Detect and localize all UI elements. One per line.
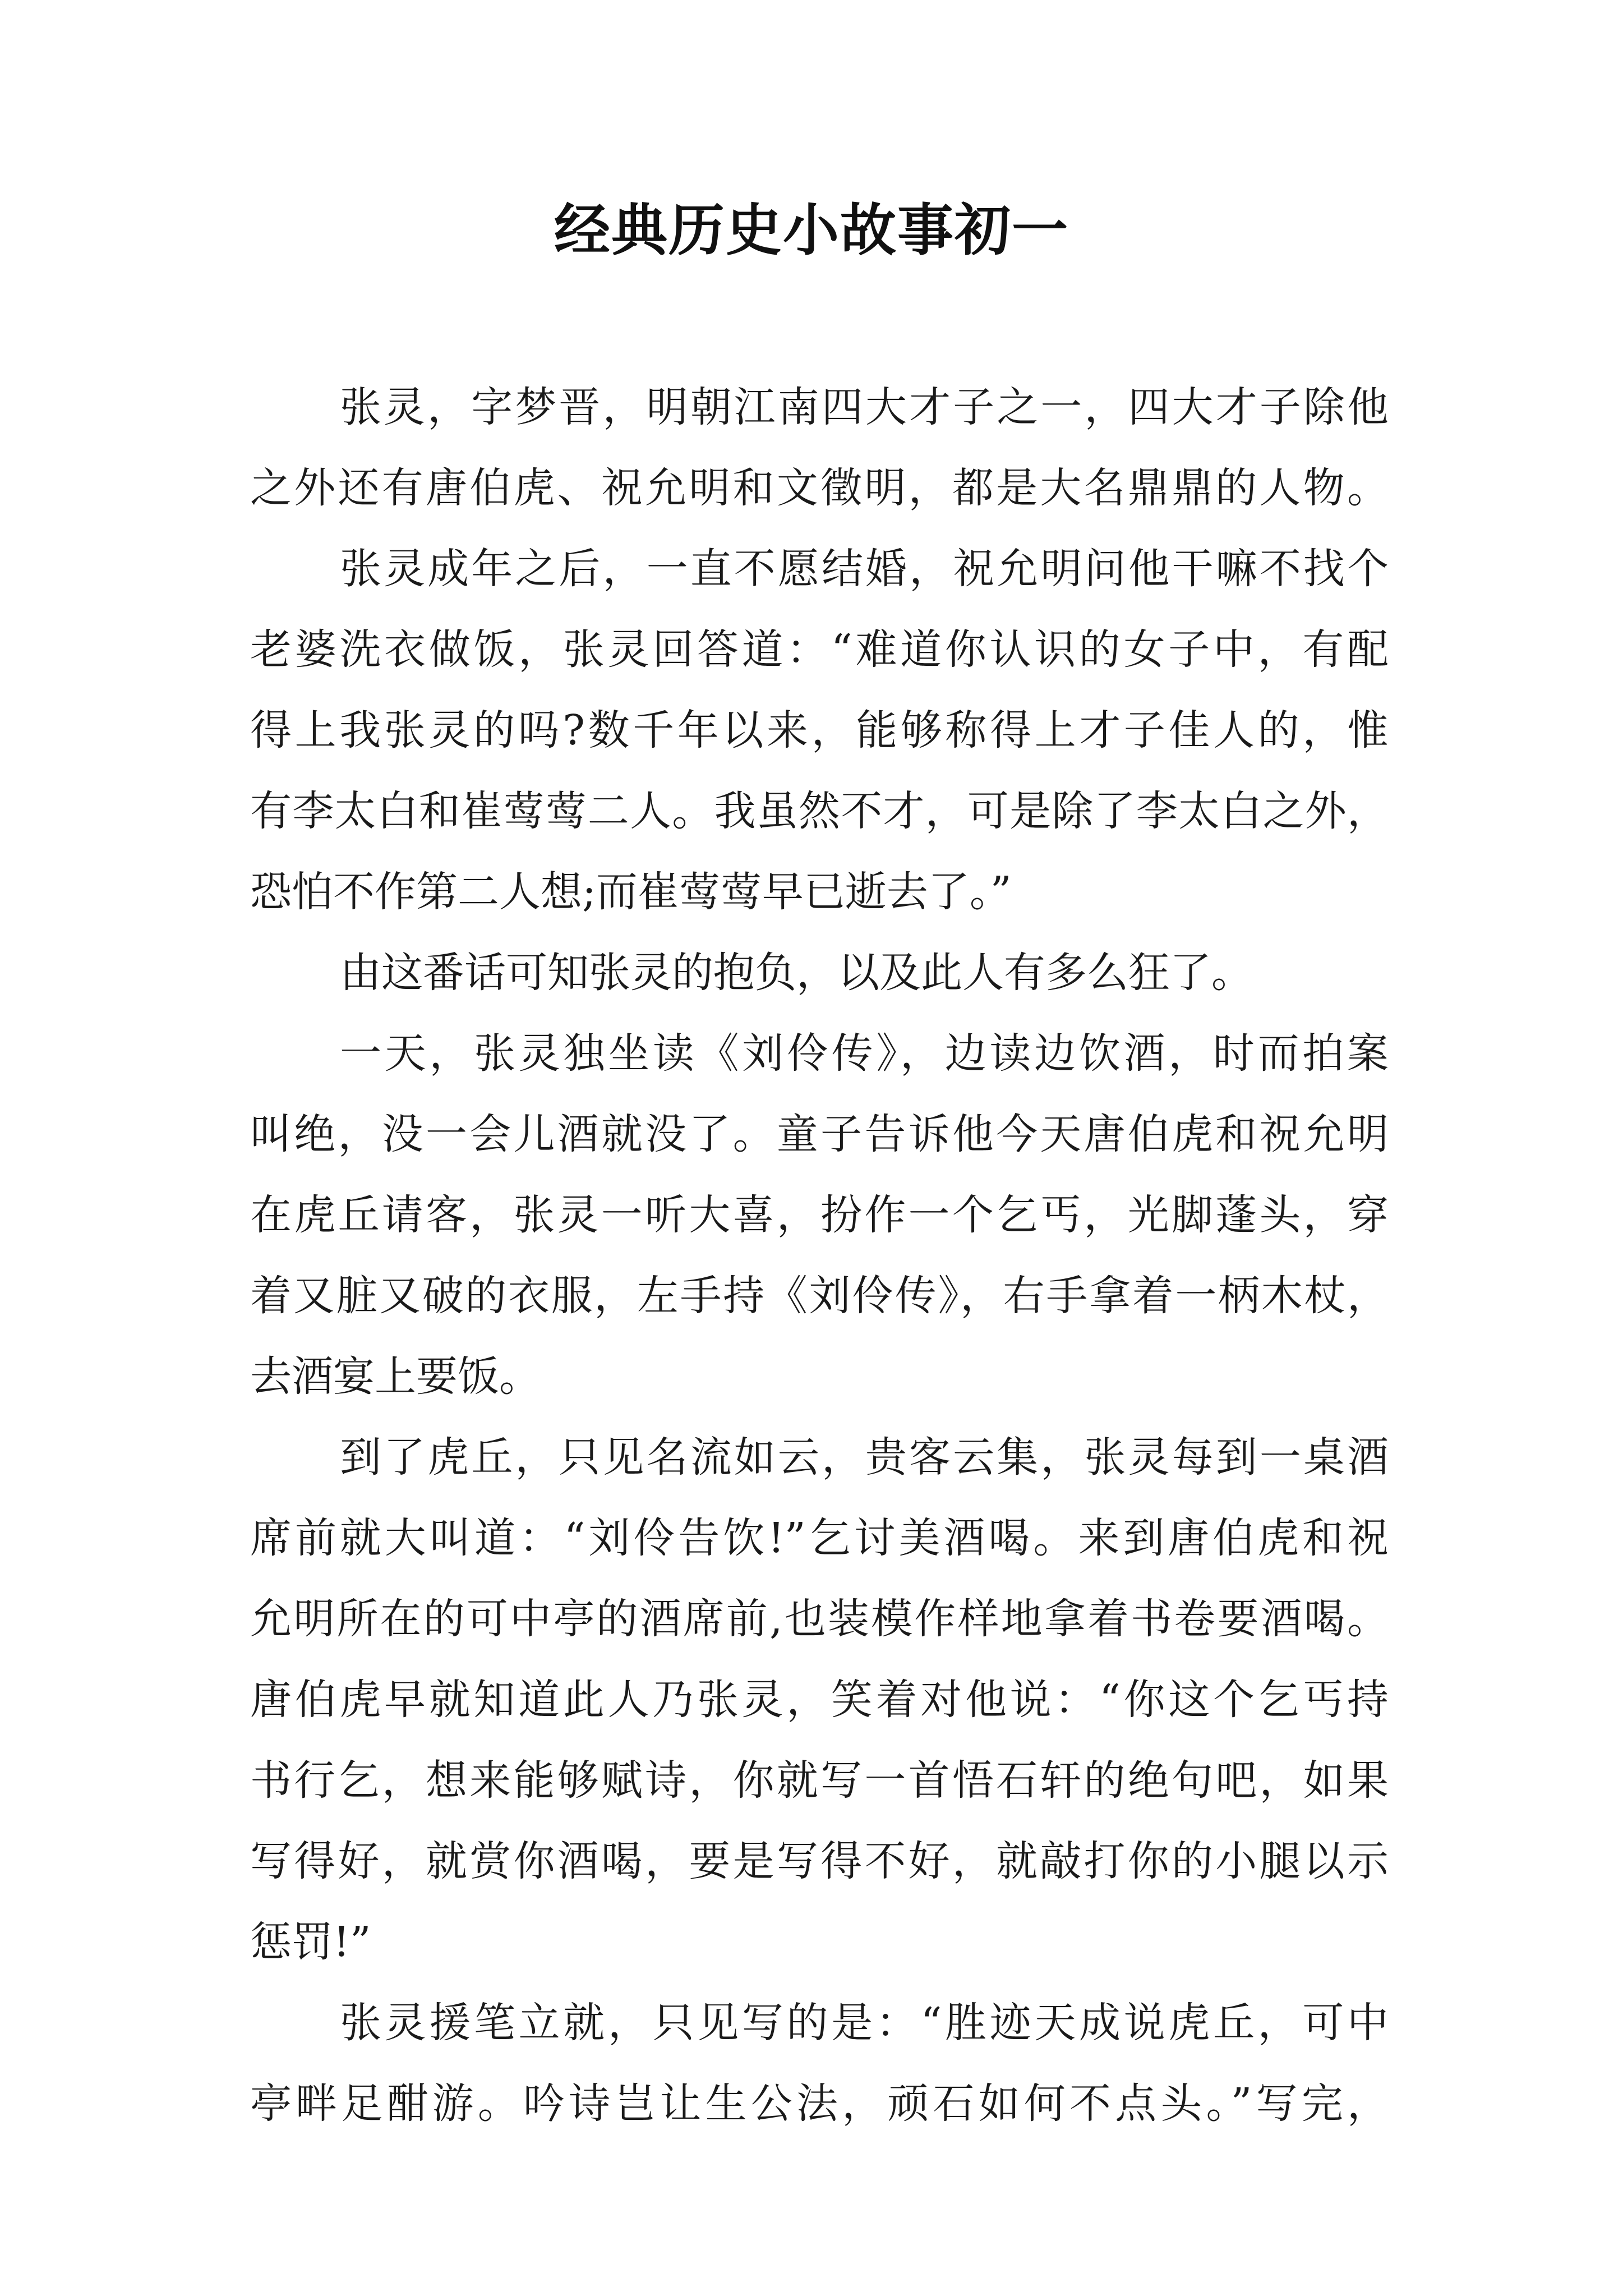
paragraph-line: 席前就大叫道：“刘伶告饮!”乞讨美酒喝。来到唐伯虎和祝 [250,1514,1389,1562]
paragraph-line: 去酒宴上要饭。 [250,1352,541,1401]
paragraph-line: 之外还有唐伯虎、祝允明和文徵明，都是大名鼎鼎的人物。 [250,464,1389,512]
paragraph-line: 在虎丘请客，张灵一听大喜，扮作一个乞丐，光脚蓬头，穿 [250,1191,1389,1239]
paragraph-line: 叫绝，没一会儿酒就没了。童子告诉他今天唐伯虎和祝允明 [250,1110,1389,1158]
paragraph-line: 老婆洗衣做饭，张灵回答道：“难道你认识的女子中，有配 [250,625,1389,674]
paragraph-line: 允明所在的可中亭的酒席前,也装模作样地拿着书卷要酒喝。 [250,1595,1389,1643]
paragraph-line: 张灵成年之后，一直不愿结婚，祝允明问他干嘛不找个 [340,545,1389,593]
paragraph-line: 由这番话可知张灵的抱负，以及此人有多么狂了。 [340,949,1253,997]
paragraph-line: 恐怕不作第二人想;而崔莺莺早已逝去了。” [250,868,1012,916]
paragraph-line: 唐伯虎早就知道此人乃张灵，笑着对他说：“你这个乞丐持 [250,1676,1389,1724]
paragraph-line: 着又脏又破的衣服，左手持《刘伶传》，右手拿着一柄木杖， [250,1272,1389,1320]
paragraph-line: 一天，张灵独坐读《刘伶传》，边读边饮酒，时而拍案 [340,1029,1389,1078]
paragraph-line: 张灵，字梦晋，明朝江南四大才子之一，四大才子除他 [340,383,1389,431]
paragraph-line: 有李太白和崔莺莺二人。我虽然不才，可是除了李太白之外， [250,787,1389,835]
paragraph-line: 亭畔足酣游。吟诗岂让生公法，顽石如何不点头。”写完， [250,2079,1389,2128]
document-title: 经典历史小故事初一 [554,197,1069,263]
paragraph-line: 书行乞，想来能够赋诗，你就写一首悟石轩的绝句吧，如果 [250,1756,1389,1805]
paragraph-line: 写得好，就赏你酒喝，要是写得不好，就敲打你的小腿以示 [250,1837,1389,1885]
paragraph-line: 到了虎丘，只见名流如云，贵客云集，张灵每到一桌酒 [340,1433,1389,1481]
paragraph-line: 得上我张灵的吗?数千年以来，能够称得上才子佳人的，惟 [250,706,1389,754]
paragraph-line: 张灵援笔立就，只见写的是：“胜迹天成说虎丘，可中 [340,1999,1389,2047]
paragraph-line: 惩罚!” [250,1918,371,1966]
